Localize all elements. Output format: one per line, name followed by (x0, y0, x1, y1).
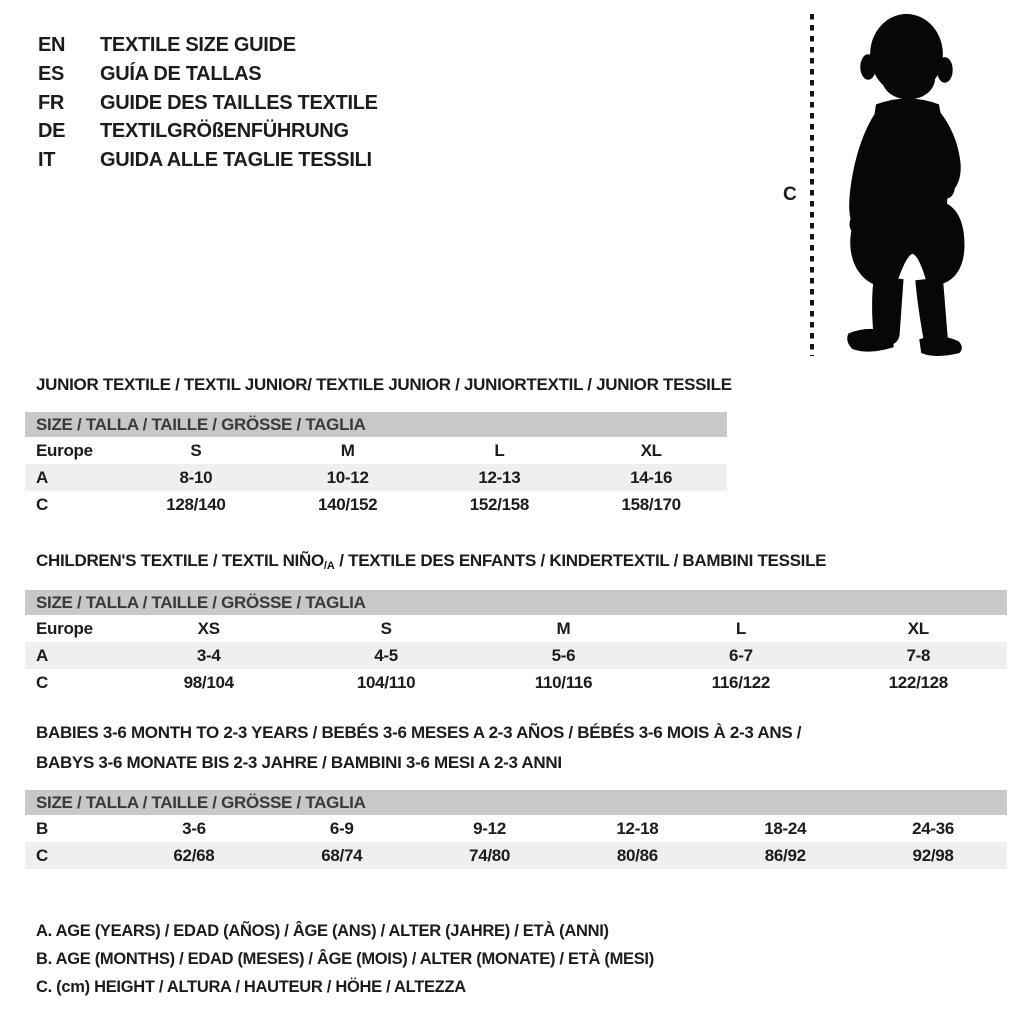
table-cell: 8-10 (179, 468, 213, 487)
table-row-height (25, 842, 1007, 869)
table-row-age (25, 464, 727, 491)
height-c-label: C (783, 184, 797, 205)
table-cell: XL (640, 441, 662, 460)
row-label: Europe (36, 619, 93, 638)
table-cell: 6-9 (329, 819, 354, 838)
row-label: Europe (36, 441, 93, 460)
table-cell: 14-16 (630, 468, 673, 487)
row-label: A (36, 468, 48, 487)
height-dotted-line (810, 14, 814, 356)
table-row-height (25, 491, 727, 518)
table-cell: 152/158 (469, 495, 530, 514)
table-cell: 12-13 (478, 468, 521, 487)
children-title-sub: /A (323, 560, 335, 572)
toddler-silhouette-icon (820, 6, 992, 356)
children-section-title (36, 546, 826, 581)
lang-title: GUIDA ALLE TAGLIE TESSILI (100, 149, 372, 172)
row-label: A (36, 646, 48, 665)
table-cell: 80/86 (616, 846, 658, 865)
table-cell: 12-18 (616, 819, 659, 838)
table-row-europe (25, 437, 727, 464)
lang-row-it (38, 146, 378, 175)
lang-code: ES (38, 62, 65, 85)
lang-code: FR (38, 91, 65, 114)
lang-row-en (38, 31, 378, 60)
table-cell: 68/74 (321, 846, 363, 865)
table-cell: XL (907, 619, 929, 638)
table-row-height (25, 669, 1007, 696)
legend-line-b: B. AGE (MONTHS) / EDAD (MESES) / ÂGE (MOIS) / ALTER (MONATE) / ETÀ (MESI) (36, 950, 654, 968)
size-table-header: SIZE / TALLA / TAILLE / GRÖSSE / TAGLIA (25, 412, 727, 437)
table-cell: 5-6 (551, 646, 576, 665)
table-cell: 86/92 (764, 846, 806, 865)
table-cell: XS (197, 619, 220, 638)
row-label: B (36, 819, 48, 838)
table-cell: 128/140 (166, 495, 226, 514)
babies-title-line1: BABIES 3-6 MONTH TO 2-3 YEARS / BEBÉS 3-6 MESES A 2-3 AÑOS / BÉBÉS 3-6 MOIS À 2-3 ANS / (36, 723, 802, 742)
table-cell: 140/152 (317, 495, 378, 514)
table-cell: 9-12 (473, 819, 506, 838)
table-cell: 3-4 (196, 646, 221, 665)
table-cell: 24-36 (912, 819, 955, 838)
babies-title-line2: BABYS 3-6 MONATE BIS 2-3 JAHRE / BAMBINI 3-6 MESI A 2-3 ANNI (36, 753, 562, 772)
lang-title: GUÍA DE TALLAS (100, 62, 262, 85)
legend-line-c: C. (cm) HEIGHT / ALTURA / HAUTEUR / HÖHE / ALTEZZA (36, 978, 466, 996)
table-cell: S (380, 619, 392, 638)
table-cell: 18-24 (764, 819, 807, 838)
size-table-header: SIZE / TALLA / TAILLE / GRÖSSE / TAGLIA (25, 790, 1007, 815)
lang-title: TEXTILE SIZE GUIDE (100, 34, 296, 56)
lang-row-fr (38, 89, 378, 118)
lang-code: IT (38, 149, 56, 172)
lang-row-es (38, 60, 378, 89)
table-cell: 74/80 (469, 846, 511, 865)
table-cell: 3-6 (182, 819, 206, 838)
table-cell: M (340, 441, 355, 460)
children-size-table (25, 590, 1007, 696)
table-row-months (25, 815, 1007, 842)
legend (36, 917, 654, 1001)
babies-section-title (36, 718, 801, 778)
table-cell: M (556, 619, 571, 638)
table-cell: 110/116 (534, 673, 593, 692)
children-title-pre: CHILDREN'S TEXTILE / TEXTIL NIÑO (36, 551, 324, 570)
table-row-europe (25, 615, 1007, 642)
table-cell: 6-7 (729, 646, 753, 665)
table-cell: 4-5 (374, 646, 398, 665)
table-cell: 7-8 (906, 646, 931, 665)
language-title-list (38, 31, 378, 175)
table-cell: 104/110 (356, 673, 416, 692)
junior-section-title: JUNIOR TEXTILE / TEXTIL JUNIOR/ TEXTILE JUNIOR / JUNIORTEXTIL / JUNIOR TESSILE (36, 375, 732, 394)
table-cell: 92/98 (912, 846, 954, 865)
row-label: C (36, 846, 48, 865)
children-title-post: / TEXTILE DES ENFANTS / KINDERTEXTIL / BAMBINI TESSILE (334, 551, 827, 570)
legend-line-a: A. AGE (YEARS) / EDAD (AÑOS) / ÂGE (ANS) / ALTER (JAHRE) / ETÀ (ANNI) (36, 922, 609, 940)
table-cell: 10-12 (326, 468, 369, 487)
table-cell: 116/122 (711, 673, 771, 692)
row-label: C (36, 673, 48, 692)
table-cell: 122/128 (888, 673, 948, 692)
table-cell: S (190, 441, 202, 460)
lang-code: DE (38, 120, 66, 143)
lang-row-de (38, 117, 378, 146)
babies-size-table (25, 790, 1007, 869)
lang-title: GUIDE DES TAILLES TEXTILE (100, 91, 378, 114)
junior-size-table (25, 412, 727, 518)
table-cell: 158/170 (621, 495, 681, 514)
table-cell: L (494, 441, 505, 460)
lang-code: EN (38, 34, 66, 56)
size-table-header: SIZE / TALLA / TAILLE / GRÖSSE / TAGLIA (25, 590, 1007, 615)
table-cell: L (735, 619, 746, 638)
lang-title: TEXTILGRÖßENFÜHRUNG (100, 120, 349, 143)
row-label: C (36, 495, 48, 514)
table-cell: 98/104 (183, 673, 234, 692)
table-row-age (25, 642, 1007, 669)
table-cell: 62/68 (173, 846, 215, 865)
